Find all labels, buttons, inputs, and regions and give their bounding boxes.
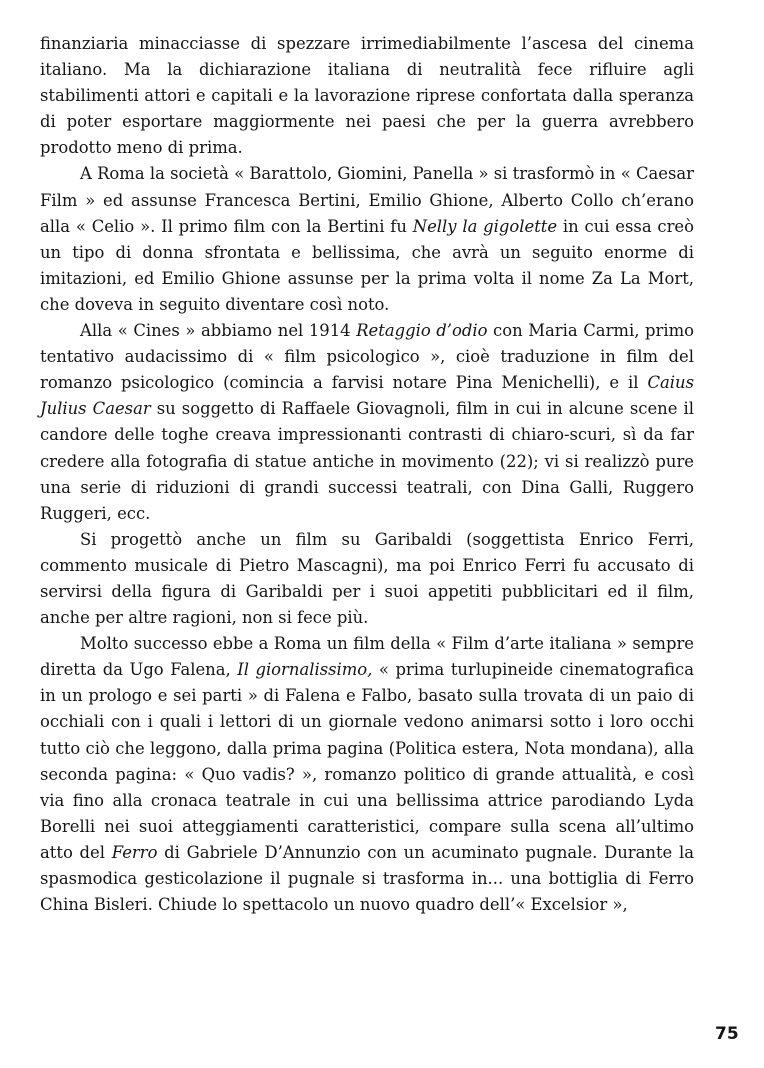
body-text-run: Alla « Cines » abbiamo nel 1914 — [80, 321, 357, 341]
italic-title-text: Nelly la gigolette — [412, 216, 558, 236]
italic-title-text: Ferro — [111, 842, 158, 862]
page-number: 75 — [715, 1024, 739, 1044]
italic-title-text: Caius Julius Caesar — [40, 373, 694, 419]
body-text — [40, 31, 694, 918]
paragraph-5 — [40, 631, 694, 918]
body-text-run: Si progettò anche un film su Garibaldi (soggettista Enrico Ferri, commento musicale di Pietro Mascagni), ma poi Enrico Ferri fu accusato di servirsi della figura di Garibaldi per i suoi appetiti pubblicitari ed il film, anche per altre ragioni, non si fece più. — [40, 529, 694, 628]
body-text-run: Molto successo ebbe a Roma un film della « Film d’arte italiana » sempre diretta da Ugo Falena, — [40, 634, 694, 680]
italic-title-text: Retaggio d’odio — [356, 321, 488, 341]
paragraph-3 — [40, 318, 694, 527]
paragraph-4 — [40, 527, 694, 631]
body-text-run: « prima turlupineide cinematografica in un prologo e sei parti » di Falena e Falbo, basato sulla trovata di un paio di occhiali con i quali i lettori di un giornale vedono animarsi sotto i loro occhi tutto ciò che leggono, dalla prima pagina (Politica estera, Nota mondana), alla seconda pagina: « Quo vadis? », romanzo politico di grande attualità, e così via fino alla cronaca teatrale in cui una bellissima attrice parodiando Lyda Borelli nei suoi atteggiamenti caratteristici, compare sulla scena all’ultimo atto del — [40, 660, 694, 862]
body-text-run: di Gabriele D’Annunzio con un acuminato pugnale. Durante la spasmodica gesticolazione il pugnale si trasforma in... una bottiglia di Ferro China Bisleri. Chiude lo spettacolo un nuovo quadro dell’« Excelsior », — [40, 842, 694, 915]
body-text-run: finanziaria minacciasse di spezzare irrimediabilmente l’ascesa del cinema italiano. Ma la dichiarazione italiana di neutralità fece rifluire agli stabilimenti attori e capitali e la lavorazione riprese confortata dalla speranza di poter esportare maggiormente nei paesi che per la guerra avrebbero prodotto meno di prima. — [40, 34, 694, 158]
body-text-run: su soggetto di Raffaele Giovagnoli, film in cui in alcune scene il candore delle toghe creava impressionanti contrasti di chiaro-scuri, sì da far credere alla fotografia di statue antiche in movimento (22); vi si realizzò pure una serie di riduzioni di grandi successi teatrali, con Dina Galli, Ruggero Ruggeri, ecc. — [40, 399, 694, 523]
paragraph-2 — [40, 161, 694, 318]
italic-title-text: Il giornalissimo, — [237, 660, 373, 680]
body-text-run: con Maria Carmi, primo tentativo audacissimo di « film psicologico », cioè traduzione in film del romanzo psicologico (comincia a farvisi notare Pina Menichelli), e il — [40, 321, 694, 393]
paragraph-1 — [40, 31, 694, 161]
body-text-run: A Roma la società « Barattolo, Giomini, Panella » si trasformò in « Caesar Film » ed assunse Francesca Bertini, Emilio Ghione, Alberto Collo ch’erano alla « Celio ». Il primo film con la Bertini fu — [40, 164, 694, 236]
body-text-run: in cui essa creò un tipo di donna sfrontata e bellissima, che avrà un seguito enorme di imitazioni, ed Emilio Ghione assunse per la prima volta il nome Za La Mort, che doveva in seguito diventare così noto. — [40, 216, 694, 314]
